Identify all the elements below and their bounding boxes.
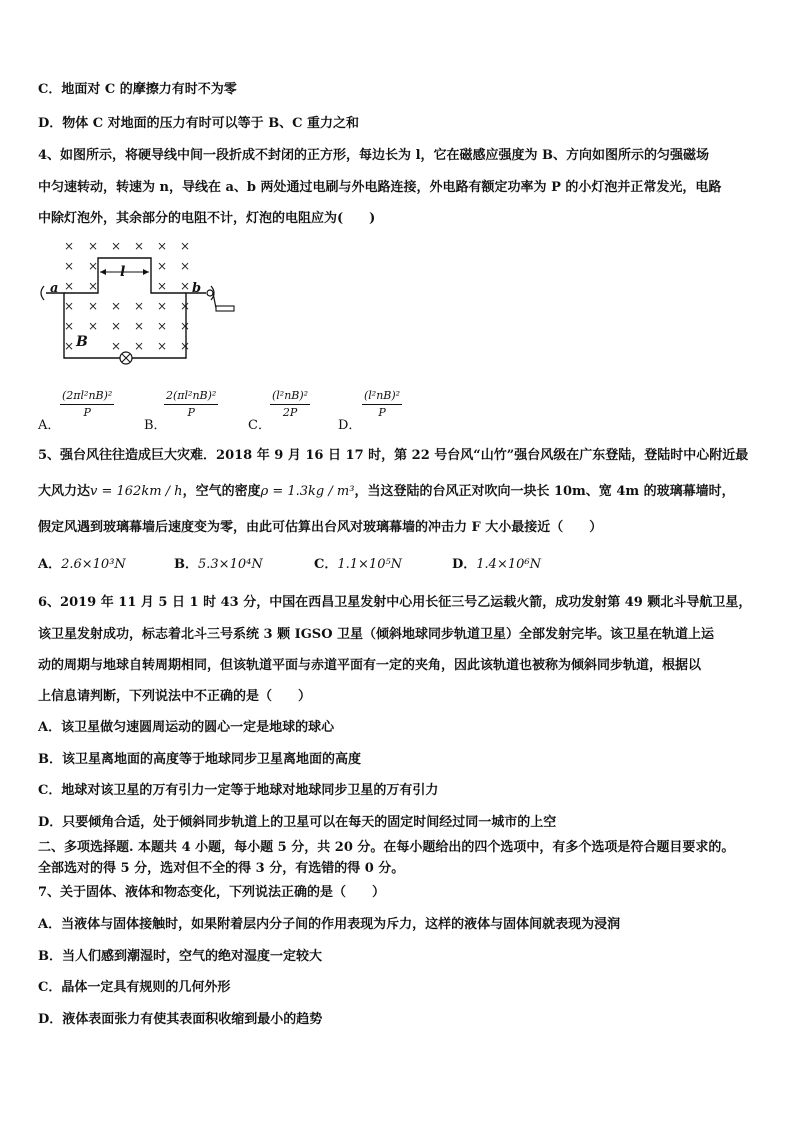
field-cross: ×	[88, 279, 99, 293]
q6-option-b: B．该卫星离地面的高度等于地球同步卫星离地面的高度	[38, 752, 361, 767]
q4-option-c-letter: C．	[248, 418, 271, 433]
field-cross: ×	[111, 319, 122, 333]
q7-stem: 7、关于固体、液体和物态变化，下列说法正确的是（ ）	[38, 885, 386, 900]
q4-circuit-figure	[36, 236, 246, 371]
field-cross: ×	[157, 279, 168, 293]
q5-option-a: A．2.6×10³N	[38, 557, 126, 572]
field-cross: ×	[180, 239, 191, 253]
field-cross: ×	[180, 259, 191, 273]
label-l: l	[120, 264, 126, 280]
q4-option-d-letter: D．	[338, 418, 362, 433]
field-cross: ×	[111, 239, 122, 253]
field-cross: ×	[88, 319, 99, 333]
field-cross: ×	[111, 339, 122, 353]
q6-option-d: D．只要倾角合适，处于倾斜同步轨道上的卫星可以在每天的固定时间经过同一城市的上空	[38, 815, 557, 830]
q5-option-c: C．1.1×10⁵N	[314, 557, 403, 572]
q5-option-b: B．5.3×10⁴N	[174, 557, 263, 572]
field-cross: ×	[157, 319, 168, 333]
q4-option-a-denominator: P	[83, 406, 91, 419]
q7-option-c: C．晶体一定具有规则的几何外形	[38, 980, 231, 995]
q6-option-a: A．该卫星做匀速圆周运动的圆心一定是地球的球心	[38, 720, 335, 735]
q4-option-c	[270, 388, 310, 421]
field-cross: ×	[157, 239, 168, 253]
q5-density-formula: ρ = 1.3kg / m³	[260, 484, 355, 499]
q5-text-c: ，当这登陆的台风正对吹向一块长 10m、宽 4m 的玻璃幕墙时，	[354, 484, 735, 499]
q4-stem-line3: 中除灯泡外，其余部分的电阻不计，灯泡的电阻应为( )	[38, 211, 376, 226]
field-cross: ×	[157, 299, 168, 313]
q4-option-a	[60, 388, 114, 421]
q4-option-a-numerator: (2πl²nB)²	[60, 388, 114, 405]
field-cross: ×	[64, 299, 75, 313]
q7-option-a: A．当液体与固体接触时，如果附着层内分子间的作用表现为斥力，这样的液体与固体间就表现为浸润	[38, 917, 621, 932]
q4-option-d-numerator: (l²nB)²	[362, 388, 402, 405]
field-cross: ×	[134, 319, 145, 333]
field-cross: ×	[64, 339, 75, 353]
label-b: b	[192, 281, 202, 296]
field-cross: ×	[64, 279, 75, 293]
q5-stem-line2	[38, 484, 735, 500]
label-a: a	[50, 281, 59, 296]
field-cross: ×	[88, 259, 99, 273]
q4-option-b-numerator: 2(πl²nB)²	[164, 388, 218, 405]
q4-option-a-letter: A．	[38, 418, 61, 433]
field-cross: ×	[134, 339, 145, 353]
q3-option-c: C．地面对 C 的摩擦力有时不为零	[38, 82, 237, 97]
q5-text-a: 大风力达	[38, 484, 91, 499]
field-cross: ×	[64, 239, 75, 253]
field-cross: ×	[157, 259, 168, 273]
q5-velocity-formula: v = 162km / h	[90, 484, 183, 499]
q5-stem-line3: 假定风遇到玻璃幕墙后速度变为零，由此可估算出台风对玻璃幕墙的冲击力 F 大小最接近（ ）	[38, 520, 603, 535]
q4-option-c-numerator: (l²nB)²	[270, 388, 310, 405]
q4-stem-line1: 4、如图所示，将硬导线中间一段折成不封闭的正方形，每边长为 l，它在磁感应强度为 B、方向如图所示的匀强磁场	[38, 148, 710, 163]
q7-option-b: B．当人们感到潮湿时，空气的绝对湿度一定较大	[38, 949, 322, 964]
q6-stem-line1: 6、2019 年 11 月 5 日 1 时 43 分，中国在西昌卫星发射中心用长征三号乙运载火箭，成功发射第 49 颗北斗导航卫星，	[38, 595, 752, 610]
field-cross: ×	[88, 239, 99, 253]
q4-option-b	[164, 388, 218, 421]
bulb-icon	[120, 352, 132, 364]
q3-option-d: D．物体 C 对地面的压力有时可以等于 B、C 重力之和	[38, 116, 360, 131]
field-cross: ×	[134, 239, 145, 253]
field-cross: ×	[64, 319, 75, 333]
q5-text-b: ，空气的密度	[182, 484, 261, 499]
field-cross: ×	[134, 299, 145, 313]
q6-stem-line2: 该卫星发射成功，标志着北斗三号系统 3 颗 IGSO 卫星（倾斜地球同步轨道卫星）全部发射完毕。该卫星在轨道上运	[38, 627, 715, 642]
field-cross: ×	[180, 339, 191, 353]
q6-stem-line4: 上信息请判断，下列说法中不正确的是（ ）	[38, 689, 312, 704]
q7-option-d: D．液体表面张力有使其表面积收缩到最小的趋势	[38, 1012, 323, 1027]
field-cross: ×	[88, 299, 99, 313]
q4-options	[38, 382, 638, 432]
q4-option-b-letter: B．	[144, 418, 167, 433]
field-cross: ×	[180, 279, 191, 293]
field-cross: ×	[64, 259, 75, 273]
field-cross: ×	[180, 299, 191, 313]
field-cross: ×	[180, 319, 191, 333]
field-cross: ×	[111, 299, 122, 313]
field-cross: ×	[157, 339, 168, 353]
q6-stem-line3: 动的周期与地球自转周期相同，但该轨道平面与赤道平面有一定的夹角，因此该轨道也被称为倾斜同步轨道，根据以	[38, 658, 702, 673]
label-B: B	[76, 334, 88, 350]
section2-instructions-line2: 全部选对的得 5 分，选对但不全的得 3 分，有选错的得 0 分。	[38, 861, 405, 876]
q5-stem-line1: 5、强台风往往造成巨大灾难．2018 年 9 月 16 日 17 时，第 22 号台风“山竹”强台风级在广东登陆，登陆时中心附近最	[38, 448, 749, 463]
section2-instructions-line1: 二、多项选择题. 本题共 4 小题，每小题 5 分，共 20 分。在每小题给出的四个选项中，有多个选项是符合题目要求的。	[38, 840, 735, 855]
q4-option-d	[362, 388, 402, 421]
q6-option-c: C．地球对该卫星的万有引力一定等于地球对地球同步卫星的万有引力	[38, 783, 439, 798]
q5-options	[38, 557, 638, 575]
q4-option-c-denominator: 2P	[282, 406, 298, 419]
q5-option-d: D．1.4×10⁶N	[452, 557, 541, 572]
q4-option-d-denominator: P	[378, 406, 386, 419]
q4-option-b-denominator: P	[187, 406, 195, 419]
q4-stem-line2: 中匀速转动，转速为 n，导线在 a、b 两处通过电刷与外电路连接，外电路有额定功率为 P 的小灯泡并正常发光，电路	[38, 180, 722, 195]
